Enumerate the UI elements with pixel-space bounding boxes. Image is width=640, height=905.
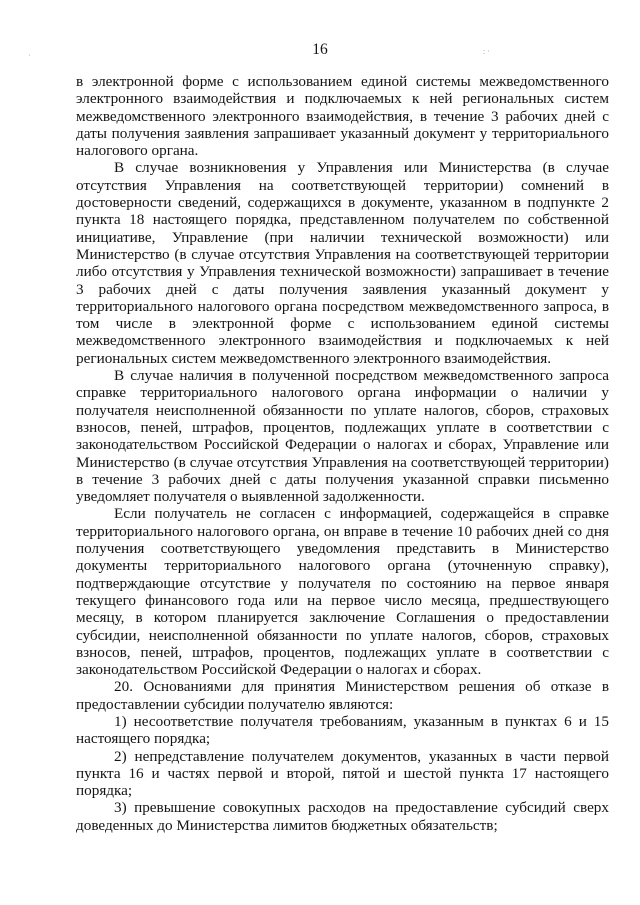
paragraph-continuation: в электронной форме с использованием единой системы межведомственного электронного взаимодействия и подключаемых к ней региональных систем межведомственного электронного взаимодействия, в течение 3 рабочих дней с даты получения заявления запрашивает указанный документ у территориального налогового органа. (76, 73, 609, 160)
list-item-1: 1) несоответствие получателя требованиям, указанным в пунктах 6 и 15 настоящего порядка; (76, 712, 609, 748)
scan-speck: : · (483, 47, 490, 56)
scan-speck: · (28, 51, 31, 60)
document-body (76, 73, 609, 834)
paragraph-tax-debt-notice: В случае наличия в полученной посредством межведомственного запроса справке территориального налогового органа информации о наличии у получателя неисполненной обязанности по уплате налогов, сборов, страховых взносов, пеней, штрафов, процентов, подлежащих уплате в соответствии с законодательством Российской Федерации о налогах и сборах, Управление или Министерство (в случае отсутствия Управления на соответствующей территории) в течение 3 рабочих дней с даты получения указанной справки письменно уведомляет получателя о выявленной задолженности. (76, 367, 609, 506)
paragraph-refusal-grounds: 20. Основаниями для принятия Министерством решения об отказе в предоставлении субсидии получателю являются: (76, 678, 609, 713)
paragraph-doubts-verification: В случае возникновения у Управления или Министерства (в случае отсутствия Управления на соответствующей территории) сомнений в достоверности сведений, содержащихся в документе, указанном в подпункте 2 пункта 18 настоящего порядка, представленном получателем по собственной инициативе, Управление (при наличии технической возможности) или Министерство (в случае отсутствия Управления на соответствующей территории либо отсутствия у Управления технической возможности) запрашивает в течение 3 рабочих дней с даты получения заявления указанный документ у территориального налогового органа посредством межведомственного запроса, в том числе в электронной форме с использованием единой системы межведомственного электронного взаимодействия и подключаемых к ней региональных систем межведомственного электронного взаимодействия. (76, 159, 609, 367)
list-item-2: 2) непредставление получателем документов, указанных в части первой пункта 16 и частях первой и второй, пятой и шестой пункта 17 настоящего порядка; (76, 747, 609, 800)
paragraph-recipient-disagreement: Если получатель не согласен с информацией, содержащейся в справке территориального налогового органа, он вправе в течение 10 рабочих дней со дня получения соответствующего уведомления представить в Министерство документы территориального налогового органа (уточненную справку), подтверждающие отсутствие у получателя по состоянию на первое января текущего финансового года или на первое число месяца, предшествующего месяцу, в котором планируется заключение Соглашения о предоставлении субсидии, неисполненной обязанности по уплате налогов, сборов, страховых взносов, пеней, штрафов, процентов, подлежащих уплате в соответствии с законодательством Российской Федерации о налогах и сборах. (76, 505, 609, 679)
page-number: 16 (312, 41, 328, 58)
list-item-3: 3) превышение совокупных расходов на предоставление субсидий сверх доведенных до Министерства лимитов бюджетных обязательств; (76, 799, 609, 834)
